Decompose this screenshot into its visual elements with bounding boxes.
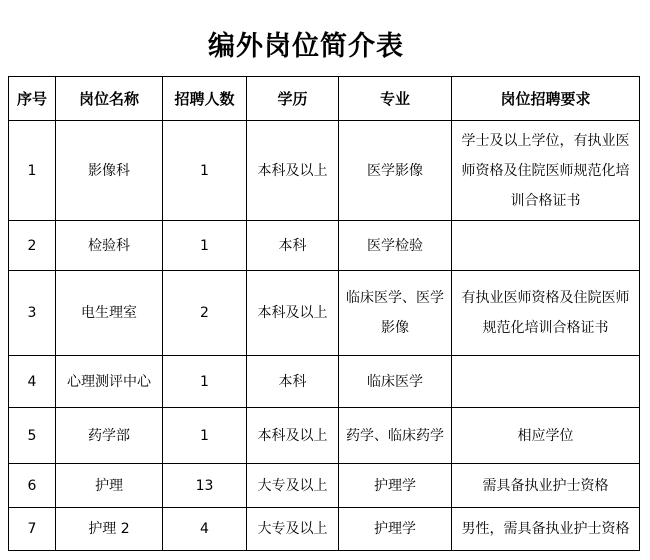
- cell-seq: 6: [9, 464, 56, 508]
- cell-seq: 2: [9, 221, 56, 271]
- page-title: 编外岗位简介表: [208, 31, 404, 62]
- cell-major: 护理学: [339, 508, 452, 551]
- table-row: [9, 508, 640, 551]
- header-seq: 序号: [9, 77, 56, 121]
- cell-position: 检验科: [56, 221, 163, 271]
- table-row: [9, 271, 640, 356]
- cell-requirements: 需具备执业护士资格: [452, 464, 640, 508]
- cell-requirements: [452, 221, 640, 271]
- cell-education: 大专及以上: [247, 464, 339, 508]
- cell-count: 1: [163, 408, 247, 464]
- cell-count: 1: [163, 356, 247, 408]
- cell-position: 护理 2: [56, 508, 163, 551]
- cell-requirements: [452, 356, 640, 408]
- table-row: [9, 464, 640, 508]
- cell-major: 临床医学、医学影像: [339, 271, 452, 356]
- cell-requirements: 男性，需具备执业护士资格: [452, 508, 640, 551]
- cell-count: 13: [163, 464, 247, 508]
- cell-seq: 3: [9, 271, 56, 356]
- cell-education: 本科: [247, 221, 339, 271]
- header-major: 专业: [339, 77, 452, 121]
- cell-seq: 4: [9, 356, 56, 408]
- cell-education: 本科及以上: [247, 408, 339, 464]
- cell-major: 护理学: [339, 464, 452, 508]
- cell-count: 2: [163, 271, 247, 356]
- cell-position: 电生理室: [56, 271, 163, 356]
- cell-major: 医学影像: [339, 121, 452, 221]
- header-education: 学历: [247, 77, 339, 121]
- cell-major: 临床医学: [339, 356, 452, 408]
- cell-education: 本科及以上: [247, 271, 339, 356]
- cell-requirements: 相应学位: [452, 408, 640, 464]
- header-requirements: 岗位招聘要求: [452, 77, 640, 121]
- cell-education: 大专及以上: [247, 508, 339, 551]
- cell-position: 药学部: [56, 408, 163, 464]
- cell-position: 护理: [56, 464, 163, 508]
- cell-requirements: 有执业医师资格及住院医师规范化培训合格证书: [452, 271, 640, 356]
- cell-major: 药学、临床药学: [339, 408, 452, 464]
- cell-seq: 5: [9, 408, 56, 464]
- table-row: [9, 356, 640, 408]
- header-position: 岗位名称: [56, 77, 163, 121]
- cell-seq: 7: [9, 508, 56, 551]
- position-table: [8, 76, 640, 551]
- cell-position: 影像科: [56, 121, 163, 221]
- cell-position: 心理测评中心: [56, 356, 163, 408]
- cell-count: 4: [163, 508, 247, 551]
- table-header-row: [9, 77, 640, 121]
- cell-count: 1: [163, 121, 247, 221]
- cell-major: 医学检验: [339, 221, 452, 271]
- table-row: [9, 221, 640, 271]
- table-row: [9, 408, 640, 464]
- cell-seq: 1: [9, 121, 56, 221]
- cell-education: 本科及以上: [247, 121, 339, 221]
- table-row: [9, 121, 640, 221]
- header-count: 招聘人数: [163, 77, 247, 121]
- cell-education: 本科: [247, 356, 339, 408]
- cell-requirements: 学士及以上学位，有执业医师资格及住院医师规范化培训合格证书: [452, 121, 640, 221]
- cell-count: 1: [163, 221, 247, 271]
